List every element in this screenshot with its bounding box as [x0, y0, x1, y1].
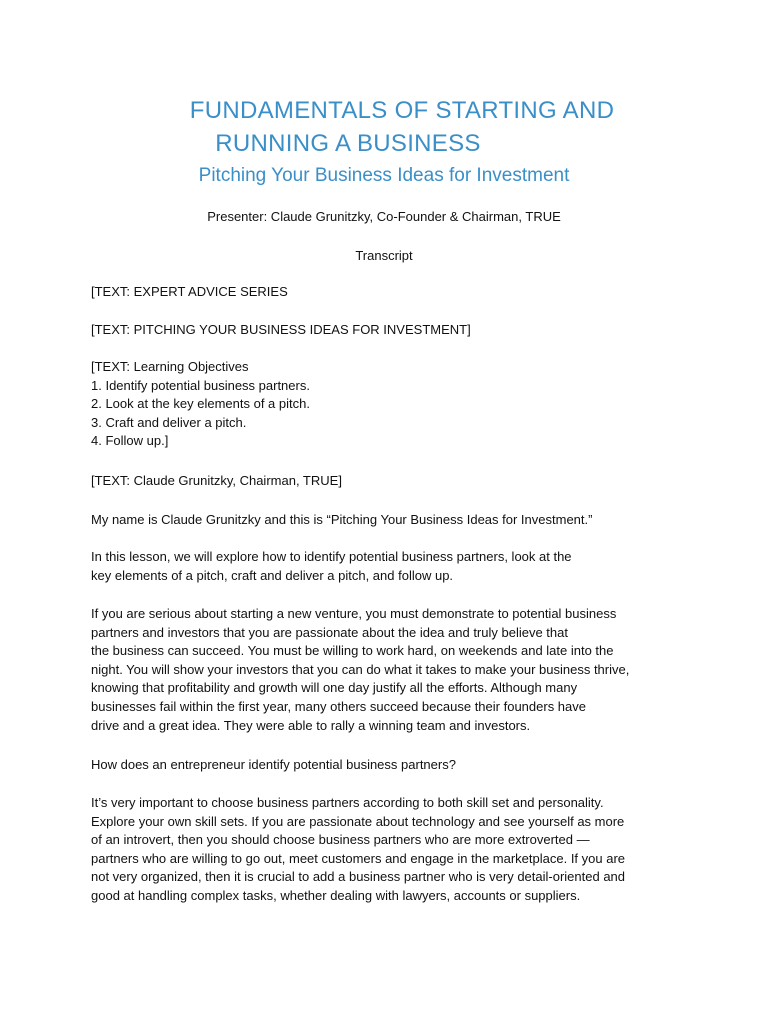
text-line: 2. Look at the key elements of a pitch.: [91, 396, 310, 412]
text-line: It’s very important to choose business partners according to both skill set and personality.: [91, 795, 604, 810]
text-line: In this lesson, we will explore how to identify potential business partners, look at the: [91, 549, 572, 564]
body-paragraph: [91, 794, 691, 906]
text-line: night. You will show your investors that you can do what it takes to make your business thrive,: [91, 661, 630, 677]
text-line: [TEXT: Claude Grunitzky, Chairman, TRUE]: [91, 473, 342, 488]
text-line: 1. Identify potential business partners.: [91, 377, 310, 393]
text-line: [TEXT: Learning Objectives: [91, 359, 249, 374]
body-paragraph: [91, 756, 691, 775]
text-line: key elements of a pitch, craft and deliver a pitch, and follow up.: [91, 567, 454, 583]
body-paragraph: [91, 605, 691, 735]
text-line: 4. Follow up.]: [91, 433, 169, 449]
body-paragraph: [91, 358, 691, 451]
text-line: partners and investors that you are passionate about the idea and truly believe that: [91, 624, 568, 640]
body-paragraph: [91, 548, 691, 585]
body-paragraph: [91, 472, 691, 491]
text-line: drive and a great idea. They were able to rally a winning team and investors.: [91, 717, 531, 733]
text-line: knowing that profitability and growth will one day justify all the efforts. Although many: [91, 680, 578, 696]
text-line: [TEXT: PITCHING YOUR BUSINESS IDEAS FOR INVESTMENT]: [91, 322, 471, 337]
text-line: not very organized, then it is crucial to add a business partner who is very detail-oriented and: [91, 869, 626, 885]
text-line: partners who are willing to go out, meet customers and engage in the marketplace. If you are: [91, 850, 626, 866]
title-line-2: RUNNING A BUSINESS: [215, 130, 481, 157]
text-line: of an introvert, then you should choose business partners who are more extroverted —: [91, 832, 590, 848]
text-line: [TEXT: EXPERT ADVICE SERIES: [91, 284, 288, 299]
text-line: businesses fail within the first year, many others succeed because their founders have: [91, 698, 586, 714]
transcript-label: Transcript: [355, 248, 413, 263]
body-paragraph: [91, 321, 691, 340]
body-paragraph: [91, 511, 691, 530]
text-line: How does an entrepreneur identify potential business partners?: [91, 757, 456, 772]
title-line-1: FUNDAMENTALS OF STARTING AND: [189, 97, 615, 124]
text-line: My name is Claude Grunitzky and this is “Pitching Your Business Ideas for Investment.”: [91, 512, 593, 527]
text-line: good at handling complex tasks, whether dealing with lawyers, accounts or suppliers.: [91, 887, 581, 903]
presenter-line: Presenter: Claude Grunitzky, Co-Founder & Chairman, TRUE: [207, 209, 561, 224]
text-line: If you are serious about starting a new venture, you must demonstrate to potential business: [91, 606, 617, 621]
body-paragraph: [91, 283, 691, 302]
subtitle: Pitching Your Business Ideas for Investment: [198, 165, 570, 186]
text-line: 3. Craft and deliver a pitch.: [91, 414, 247, 430]
text-line: the business can succeed. You must be willing to work hard, on weekends and late into the: [91, 643, 614, 659]
text-line: Explore your own skill sets. If you are passionate about technology and see yourself as more: [91, 813, 625, 829]
